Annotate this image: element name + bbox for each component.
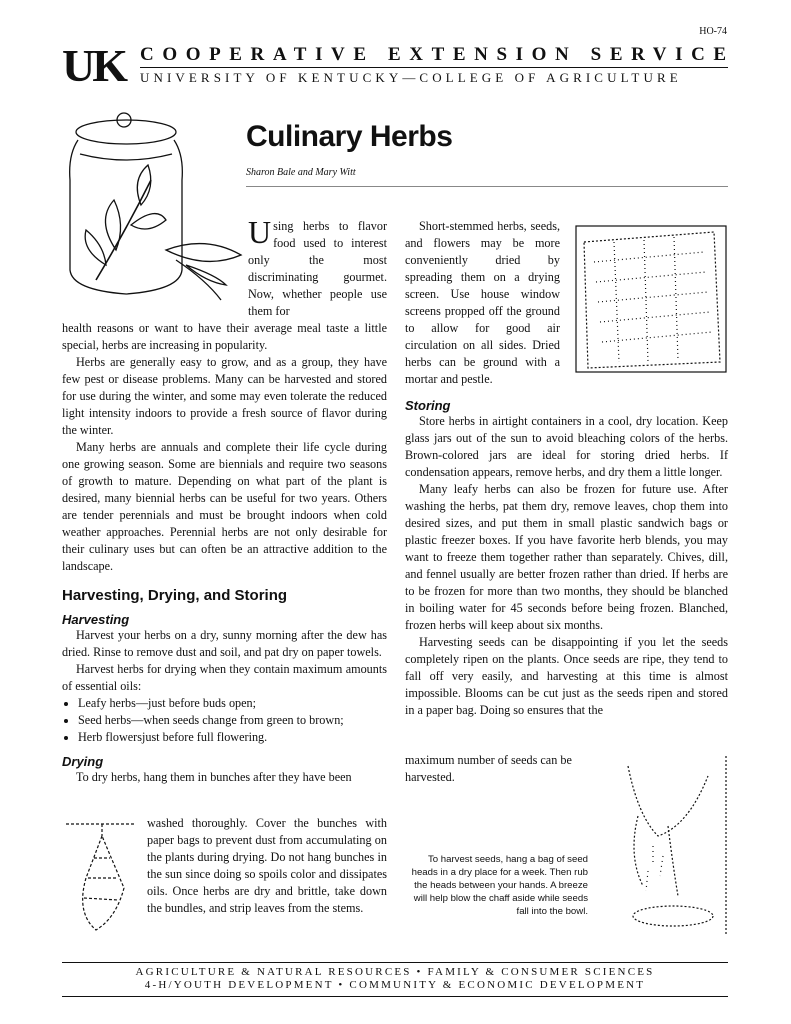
paragraph-pests: Herbs are generally easy to grow, and as a group, they have few pest or disease problems. Many can be harvested and stored for use during the winter, and some may even tolerate the reduced light intensity indoors to provide a fresh source of flavor during the winter. <box>62 355 387 437</box>
header-rule <box>140 67 728 68</box>
footer-line-1: AGRICULTURE & NATURAL RESOURCES • FAMILY & CONSUMER SCIENCES <box>135 966 655 978</box>
seed-harvest-illustration <box>598 756 728 936</box>
list-item: • Leafy herbs—just before buds open; <box>78 695 387 712</box>
article-authors: Sharon Bale and Mary Witt <box>246 167 356 178</box>
hanging-herb-bunch-illustration <box>66 818 142 936</box>
drying-paragraph-wrap <box>147 815 387 917</box>
footer-rule-top <box>62 962 728 963</box>
storing-paragraph: Store herbs in airtight containers in a cool, dry location. Keep glass jars out of the sun to avoid bleaching colors of the herbs. Brown-colored jars are ideal for storing dried herbs. If condensation appears, remove herbs, and dry them a little longer. <box>405 414 728 479</box>
university-name: UNIVERSITY OF KENTUCKY—COLLEGE OF AGRICULTURE <box>140 70 682 85</box>
freezing-paragraph: Many leafy herbs can also be frozen for future use. After washing the herbs, pat them dry, remove leaves, chop them into desired sizes, and put them in small plastic sandwich bags or plastic freezer boxes. If you have favorite herb blends, you may want to freeze them together rather than separately. Chives, dill, and fennel usually are better frozen rather than dried. If herbs are to be frozen for more than two months, they should be blanched in boiling water for 45 seconds before being frozen. Blanched, frozen herbs will keep about six months. <box>405 482 728 632</box>
seeds-paragraph-end: maximum number of seeds can be harvested. <box>405 753 572 784</box>
seeds-paragraph: Harvesting seeds can be disappointing if you let the seeds completely ripen on the plants. Once seeds are ripe, they tend to fall off very easily, and harvesting at this time is almost impossible. Blooms can be cut just as the seeds ripen and stored in a paper bag. Doing so ensures that the <box>405 635 728 717</box>
harvesting-paragraph: Harvest your herbs on a dry, sunny morning after the dew has dried. Rinse to remove dust and soil, and pat dry on paper towels. <box>62 628 387 659</box>
intro-paragraph-start <box>248 214 387 320</box>
publication-number: HO-74 <box>699 26 727 37</box>
herb-jar-illustration <box>56 110 246 310</box>
right-column <box>405 398 728 719</box>
service-name: COOPERATIVE EXTENSION SERVICE <box>140 44 735 65</box>
footer <box>62 966 728 992</box>
left-column <box>62 320 387 786</box>
article-title: Culinary Herbs <box>246 120 453 153</box>
footer-line-2: 4-H/YOUTH DEVELOPMENT • COMMUNITY & ECONOMIC DEVELOPMENT <box>144 979 646 991</box>
uk-logo <box>62 40 136 91</box>
drying-paragraph-start: To dry herbs, hang them in bunches after they have been <box>76 770 352 784</box>
logo-text: UK <box>62 40 125 91</box>
short-stemmed-paragraph-wrap <box>405 218 560 388</box>
storing-heading: Storing <box>405 398 451 413</box>
list-item: • Seed herbs—when seeds change from green to brown; <box>78 712 387 729</box>
seeds-paragraph-end-wrap <box>405 752 590 786</box>
drying-heading: Drying <box>62 754 104 769</box>
drying-screen-illustration <box>574 222 728 374</box>
harvesting-heading: Harvesting <box>62 612 130 627</box>
drying-paragraph-rest: washed thoroughly. Cover the bunches with paper bags to prevent dust from accumulating on the plants during drying. Do not hang bunches in the sun since doing so spoils color and dissipates oils. Once herbs are dry and brittle, take down the bundles, and strip leaves from the stems. <box>147 816 387 915</box>
drop-cap: U <box>248 214 272 250</box>
footer-rule-bottom <box>62 996 728 997</box>
intro-paragraph-end: health reasons or want to have their average meal taste a little special, herbs are increasing in popularity. <box>62 321 387 352</box>
intro-narrow-text: sing herbs to flavor food used to interest only the most discriminating gourmet. Now, whether people use them for <box>248 219 387 318</box>
harvesting-oils-paragraph: Harvest herbs for drying when they contain maximum amounts of essential oils: <box>62 662 387 693</box>
short-stemmed-paragraph: Short-stemmed herbs, seeds, and flowers may be more conveniently dried by spreading them on a drying screen. Use house window screens propped off the ground to allow for good air circulation on all sides. Dried herbs can be ground with a mortar and pestle. <box>405 219 560 386</box>
list-item: • Herb flowersjust before full flowering. <box>78 729 387 746</box>
harvest-timing-list <box>62 695 387 746</box>
seed-illustration-caption: To harvest seeds, hang a bag of seed heads in a dry place for a week. Then rub the heads between your hands. A breeze will help blow the chaff aside while seeds fall into the bowl. <box>411 854 588 917</box>
section-heading: Harvesting, Drying, and Storing <box>62 587 288 604</box>
paragraph-lifecycle: Many herbs are annuals and complete their life cycle during one growing season. Some are biennials and require two seasons of growth to mature. Depending on what part of the plant is desired, many biennial herbs can be useful for two years. Others are tender perennials and must be brought indoors when cold weather approaches. Perennial herbs are not only desirable for their culinary uses but can often be an attractive addition to the landscape. <box>62 440 387 573</box>
title-rule <box>246 186 728 187</box>
